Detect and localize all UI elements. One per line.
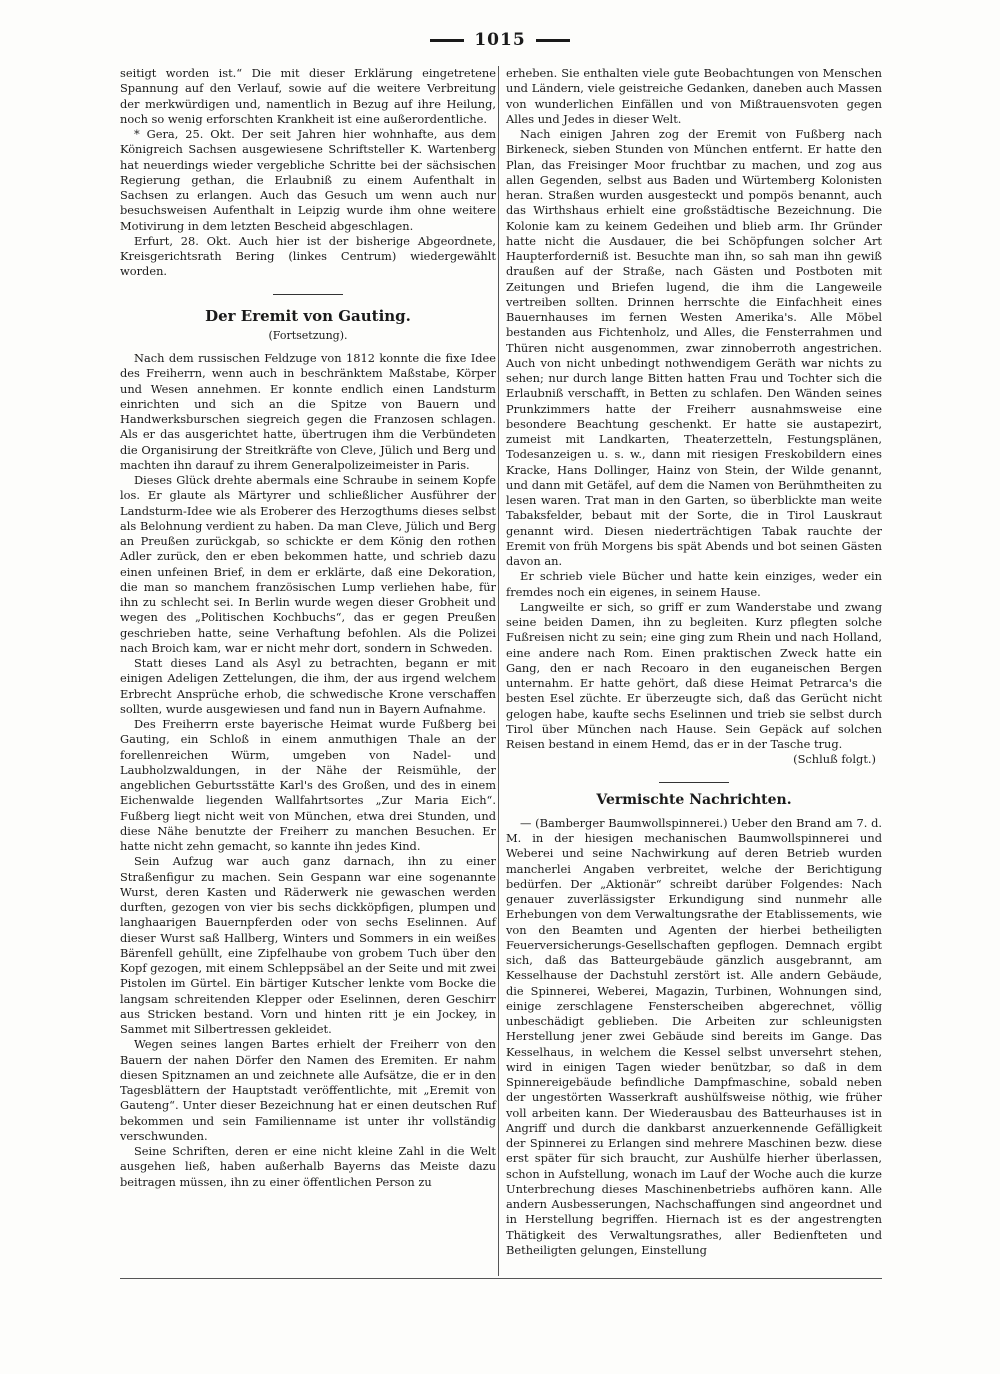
bottom-rule	[120, 1278, 882, 1279]
section-title: Vermischte Nachrichten.	[596, 791, 792, 808]
right-column	[506, 66, 882, 1258]
paragraph: Nach einigen Jahren zog der Eremit von Fußberg nach Birkeneck, sieben Stunden von München entfernt. Er hatte den Plan, das Freisinger Moor fruchtbar zu machen, und zog aus allen Gegenden, selbst aus Baden und Würtemberg Kolonisten heran. Straßen wurden ausgesteckt und pompös benannt, auch das Wirthshaus erhielt eine großstädtische Bezeichnung. Die Kolonie kam zu keinem Gedeihen und blieb arm. Ihr Gründer hatte nicht die Ausdauer, die bei Schöpfungen solcher Art Haupterforderniß ist. Besuchte man ihn, so sah man ihn gewiß draußen auf der Straße, nach Gästen und Postboten mit Zeitungen und Briefen lugend, die ihm die Langeweile vertreiben sollten. Drinnen herrschte die Einfachheit eines Bauernhauses im fernen Westen Amerika's. Alle Möbel bestanden aus Fichtenholz, und Alles, die Fensterrahmen und Thüren nicht ausgenommen, zwar zinnoberroth angestrichen. Auch von nicht unbedingt nothwendigem Geräth war nichts zu sehen; nur durch lange Bitten hatten Frau und Tochter sich die Erlaubniß verschafft, in Betten zu schlafen. Den Wänden seines Prunkzimmers hatte der Freiherr ausnahmsweise eine besondere Beachtung geschenkt. Er hatte sie austapezirt, zumeist mit Landkarten, Theaterzetteln, Festungsplänen, Todesanzeigen u. s. w., dann mit riesigen Freskobildern eines Kracke, Hans Dollinger, Hainz von Stein, der Wilde genannt, und dann mit Getäfel, auf dem die Namen von Berühmtheiten zu lesen waren. Trat man in den Garten, so überblickte man weite Tabaksfelder, bebaut mit der Sorte, die in Tirol Lauskraut genannt wird. Diesen niederträchtigen Tabak rauchte der Eremit von früh Morgens bis spät Abends und bot seinen Gästen davon an.	[506, 127, 882, 568]
paragraph: Sein Aufzug war auch ganz darnach, ihn zu einer Straßenfigur zu machen. Sein Gespann war eine sogenannte Wurst, deren Kasten und Räderwerk nie gewaschen werden durften, gezogen von vier bis sechs dickköpfigen, plumpen und langhaarigen Bauernpferden oder von sechs Eselinnen. Auf dieser Wurst saß Hallberg, Winters und Sommers in ein weißes Bärenfell gehüllt, eine Zipfelhaube von grobem Tuch über den Kopf gezogen, mit einem Schleppsäbel an der Seite und mit zwei Pistolen im Gürtel. Ein bärtiger Kutscher lenkte vom Bocke die langsam schreitenden Klepper oder Eselinnen, deren Geschirr aus Stricken bestand. Vorn und hinten ritt je ein Jockey, in Sammet mit Silbertressen gekleidet.	[120, 854, 496, 1036]
left-column	[120, 66, 496, 1190]
paragraph: seitigt worden ist.“ Die mit dieser Erklärung eingetretene Spannung auf den Verlauf, sowie auf die weitere Verbreitung der merkwürdigen und, namentlich in Bezug auf ihre Heilung, noch so wenig erforschten Krankheit ist eine außerordentliche.	[120, 66, 496, 126]
paragraph: Langweilte er sich, so griff er zum Wanderstabe und zwang seine beiden Damen, ihn zu begleiten. Kurz pflegten solche Fußreisen nicht zu sein; eine ging zum Rhein und nach Holland, eine andere nach Rom. Einen praktischen Zweck hatte ein Gang, den er nach Recoaro in den euganeischen Bergen unternahm. Er hatte gehört, daß diese Heimat Petrarca's die besten Esel züchte. Er überzeugte sich, daß das Gerücht nicht gelogen habe, kaufte sechs Eselinnen und trieb sie selbst durch Tirol über München nach Hause. Sein Gepäck auf solchen Reisen bestand in einem Hemd, das er in der Tasche trug.	[506, 599, 882, 751]
page-header	[0, 30, 1000, 50]
news-item-bamberg: — (Bamberger Baumwollspinnerei.) Ueber den Brand am 7. d. M. in der hiesigen mechanischen Baumwollspinnerei und Weberei und seine Nachwirkung auf deren Betrieb wurden mancherlei Angaben verbreitet, welche der Berichtigung bedürfen. Der „Aktionär“ schreibt darüber Folgendes: Nach genauer zuverlässigster Erkundigung sind nunmehr alle Erhebungen von dem Verwaltungsrathe der Etablissements, wie von den Beamten und Agenten der hierbei betheiligten Feuerversicherungs-Gesellschaften gepflogen. Demnach ergibt sich, daß das Batteurgebäude gänzlich ausgebrannt, am Kesselhause der Dachstuhl zerstört ist. Alle andern Gebäude, die Spinnerei, Weberei, Magazin, Turbinen, Wohnungen sind, einige zerschlagene Fensterscheiben abgerechnet, völlig unbeschädigt geblieben. Die Arbeiten zur schleunigsten Herstellung jener zwei Gebäude sind bereits im Gange. Das Kesselhaus, in welchem die Kessel selbst unversehrt stehen, wird in einigen Tagen wieder benützbar, so daß in dem Spinnereigebäude befindliche Dampfmaschine, sobald neben der ungestörten Wasserkraft aushülfsweise nöthig, wie früher voll arbeiten kann. Der Wiederausbau des Batteurhauses ist in Angriff und durch die dankbarst anzuerkennende Gefälligkeit der Spinnerei zu Erlangen sind mehrere Maschinen bezw. diese erst später für sich braucht, zur Aushülfe hierher überlassen, schon in Aufstellung, wonach im Lauf der Woche auch die kurze Unterbrechung dieses Maschinenbetriebs aufhören kann. Alle andern Ausbesserungen, Nachschaffungen sind angeordnet und in Herstellung begriffen. Hiernach ist es der angestrengten Thätigkeit des Verwaltungsrathes, aller Bedienfteten und Betheiligten gelungen, Einstellung	[506, 815, 882, 1257]
header-dash-left	[430, 39, 464, 42]
paragraph: Er schrieb viele Bücher und hatte kein einziges, weder ein fremdes noch ein eigenes, in seinem Hause.	[506, 569, 882, 599]
header-dash-right	[536, 39, 570, 42]
column-divider	[498, 66, 499, 1276]
article-title: Der Eremit von Gauting.	[205, 306, 411, 325]
paragraph: Des Freiherrn erste bayerische Heimat wurde Fußberg bei Gauting, ein Schloß in einem anmuthigen Thale an der forellenreichen Würm, umgeben von Nadel- und Laubholzwaldungen, in der Nähe der Reismühle, der angeblichen Geburtsstätte Karl's des Großen, und des in einem Eichenwalde liegenden Wallfahrtsortes „Zur Maria Eich“. Fußberg liegt nicht weit von München, etwa drei Stunden, und diese Nähe benutzte der Freiherr zu manchen Besuchen. Er hatte nicht zehn gemacht, so kannte ihn jedes Kind.	[120, 717, 496, 853]
paragraph: Wegen seines langen Bartes erhielt der Freiherr von den Bauern der nahen Dörfer den Namen des Eremiten. Er nahm diesen Spitznamen an und zeichnete alle Aufsätze, die er in den Tagesblättern der Hauptstadt veröffentlichte, mit „Eremit von Gauteng“. Unter dieser Bezeichnung hat er einen deutschen Ruf bekommen und sein Familienname ist unter ihr vollständig verschwunden.	[120, 1037, 496, 1143]
paragraph: Nach dem russischen Feldzuge von 1812 konnte die fixe Idee des Freiherrn, wenn auch in beschränktem Maßstabe, Körper und Wesen annehmen. Er konnte endlich einen Landsturm einrichten und sich an die Spitze von Bauern und Handwerksburschen siegreich gegen die Franzosen schlagen. Als er das ausgerichtet hatte, übertrugen ihm die Verbündeten die Organisirung der Streitkräfte von Cleve, Jülich und Berg und machten ihn darauf zu ihrem Generalpolizeimeister in Paris.	[120, 351, 496, 472]
paragraph: erheben. Sie enthalten viele gute Beobachtungen von Menschen und Ländern, viele geistreiche Gedanken, daneben auch Massen von wunderlichen Einfällen und von Mißtrauensvoten gegen Alles und Jedes in dieser Welt.	[506, 66, 882, 126]
paragraph: Statt dieses Land als Asyl zu betrachten, begann er mit einigen Adeligen Zettelungen, die ihm, der aus irgend welchem Erbrecht Ansprüche erhob, die schwedische Krone verschaffen sollten, wurde ausgewiesen und fand nun in Bayern Aufnahme.	[120, 656, 496, 716]
news-item-erfurt: Erfurt, 28. Okt. Auch hier ist der bisherige Abgeordnete, Kreisgerichtsrath Bering (linkes Centrum) wiedergewählt worden.	[120, 233, 496, 279]
continuation-note: (Schluß folgt.)	[793, 752, 876, 767]
news-item-gera: * Gera, 25. Okt. Der seit Jahren hier wohnhafte, aus dem Königreich Sachsen ausgewiesene Schriftsteller K. Wartenberg hat neuerdings wieder vergebliche Schritte bei der sächsischen Regierung gethan, die Erlaubniß zu einem Aufenthalt in Sachsen zu erlangen. Auch das Gesuch um wenn auch nur besuchsweisen Aufenthalt in Leipzig wurde ihm ohne weitere Motivirung in dem letzten Bescheid abgeschlagen.	[120, 127, 496, 233]
paragraph: Dieses Glück drehte abermals eine Schraube in seinem Kopfe los. Er glaute als Märtyrer und schließlicher Ausführer der Landsturm-Idee wie als Eroberer des Herzogthums dieses selbst als Belohnung verdient zu haben. Da man Cleve, Jülich und Berg an Preußen zurückgab, so schickte er dem König den rothen Adler zurück, den er eben bekommen hatte, und schrieb dazu einen unfeinen Brief, in dem er erklärte, daß eine Dekoration, die man so manchem französischen Lump verliehen habe, für ihn zu schlecht sei. In Berlin wurde wegen dieser Grobheit und wegen des „Politischen Kochbuchs“, das er gegen Preußen geschrieben hatte, seine Verhaftung befohlen. Als die Polizei nach Broich kam, war er nicht mehr dort, sondern in Schweden.	[120, 473, 496, 655]
page-number: 1015	[474, 30, 526, 50]
section-divider	[659, 782, 729, 783]
article-subtitle: (Fortsetzung).	[268, 328, 348, 342]
section-divider	[273, 294, 343, 295]
paragraph: Seine Schriften, deren er eine nicht kleine Zahl in die Welt ausgehen ließ, haben außerhalb Bayerns das Meiste dazu beitragen müssen, ihn zu einer öffentlichen Person zu	[120, 1144, 496, 1189]
